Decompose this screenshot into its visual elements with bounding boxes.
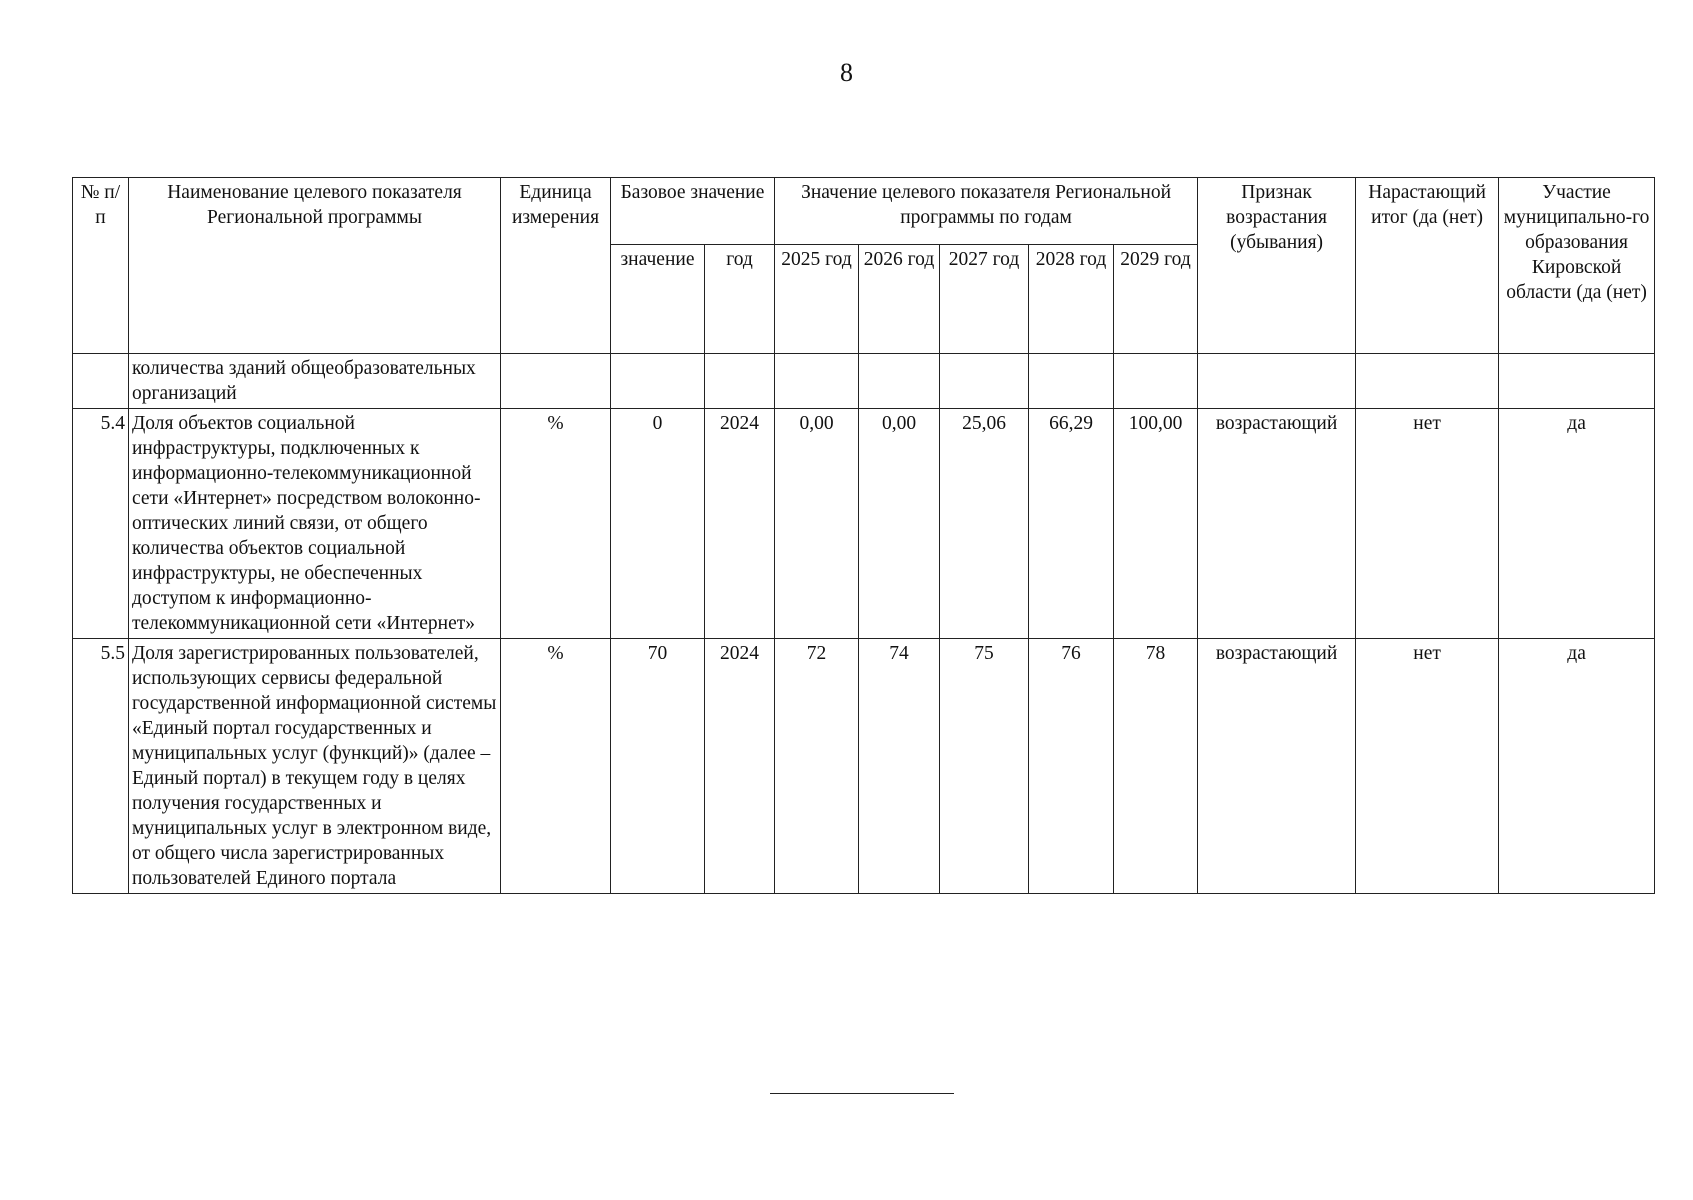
cell-base-value	[611, 354, 705, 409]
cell-num	[73, 354, 129, 409]
cell-2028: 76	[1029, 639, 1114, 894]
cell-num: 5.4	[73, 409, 129, 639]
cell-name: Доля объектов социальной инфраструктуры, подключенных к информационно-телекоммуникационной сети «Интернет» посредством волоконно-оптических линий связи, от общего количества объектов социальной инфраструктуры, не обеспеченных доступом к информационно-телекоммуникационной сети «Интернет»	[129, 409, 501, 639]
cell-cumulative: нет	[1356, 639, 1499, 894]
header-year-2029: 2029 год	[1114, 245, 1198, 354]
cell-name: количества зданий общеобразовательных организаций	[129, 354, 501, 409]
cell-base-year: 2024	[705, 639, 775, 894]
header-year-2026: 2026 год	[859, 245, 940, 354]
header-base-value: значение	[611, 245, 705, 354]
cell-2027: 75	[940, 639, 1029, 894]
cell-2029: 78	[1114, 639, 1198, 894]
header-num: № п/п	[73, 178, 129, 354]
table-row	[73, 639, 1655, 894]
cell-cumulative	[1356, 354, 1499, 409]
cell-base-year	[705, 354, 775, 409]
cell-2026: 74	[859, 639, 940, 894]
header-year-2025: 2025 год	[775, 245, 859, 354]
cell-base-value: 70	[611, 639, 705, 894]
cell-unit: %	[501, 409, 611, 639]
cell-name: Доля зарегистрированных пользователей, использующих сервисы федеральной государственной информационной системы «Единый портал государственных и муниципальных услуг (функций)» (далее – Единый портал) в текущем году в целях получения государственных и муниципальных услуг в электронном виде, от общего числа зарегистрированных пользователей Единого портала	[129, 639, 501, 894]
cell-municipal: да	[1499, 639, 1655, 894]
closing-line	[770, 1093, 954, 1094]
page-number: 8	[840, 58, 853, 87]
header-target: Значение целевого показателя Региональной программы по годам	[775, 178, 1198, 245]
cell-2028: 66,29	[1029, 409, 1114, 639]
cell-municipal	[1499, 354, 1655, 409]
cell-unit: %	[501, 639, 611, 894]
header-unit: Единица измерения	[501, 178, 611, 354]
header-name: Наименование целевого показателя Региональной программы	[129, 178, 501, 354]
cell-trend	[1198, 354, 1356, 409]
table-row	[73, 409, 1655, 639]
cell-trend: возрастающий	[1198, 409, 1356, 639]
header-base-year: год	[705, 245, 775, 354]
target-indicators-table	[72, 177, 1655, 894]
cell-2029: 100,00	[1114, 409, 1198, 639]
header-base: Базовое значение	[611, 178, 775, 245]
header-municipal: Участие муниципально-го образования Кировской области (да (нет)	[1499, 178, 1655, 354]
cell-2025: 0,00	[775, 409, 859, 639]
cell-2026: 0,00	[859, 409, 940, 639]
cell-2025: 72	[775, 639, 859, 894]
header-trend: Признак возрастания (убывания)	[1198, 178, 1356, 354]
cell-base-year: 2024	[705, 409, 775, 639]
cell-base-value: 0	[611, 409, 705, 639]
header-year-2027: 2027 год	[940, 245, 1029, 354]
cell-municipal: да	[1499, 409, 1655, 639]
cell-2029	[1114, 354, 1198, 409]
cell-num: 5.5	[73, 639, 129, 894]
cell-2025	[775, 354, 859, 409]
cell-2028	[1029, 354, 1114, 409]
cell-trend: возрастающий	[1198, 639, 1356, 894]
header-row-1	[73, 178, 1655, 245]
header-year-2028: 2028 год	[1029, 245, 1114, 354]
cell-2027	[940, 354, 1029, 409]
header-cumulative: Нарастающий итог (да (нет)	[1356, 178, 1499, 354]
cell-unit	[501, 354, 611, 409]
cell-2027: 25,06	[940, 409, 1029, 639]
cell-cumulative: нет	[1356, 409, 1499, 639]
table-row	[73, 354, 1655, 409]
cell-2026	[859, 354, 940, 409]
